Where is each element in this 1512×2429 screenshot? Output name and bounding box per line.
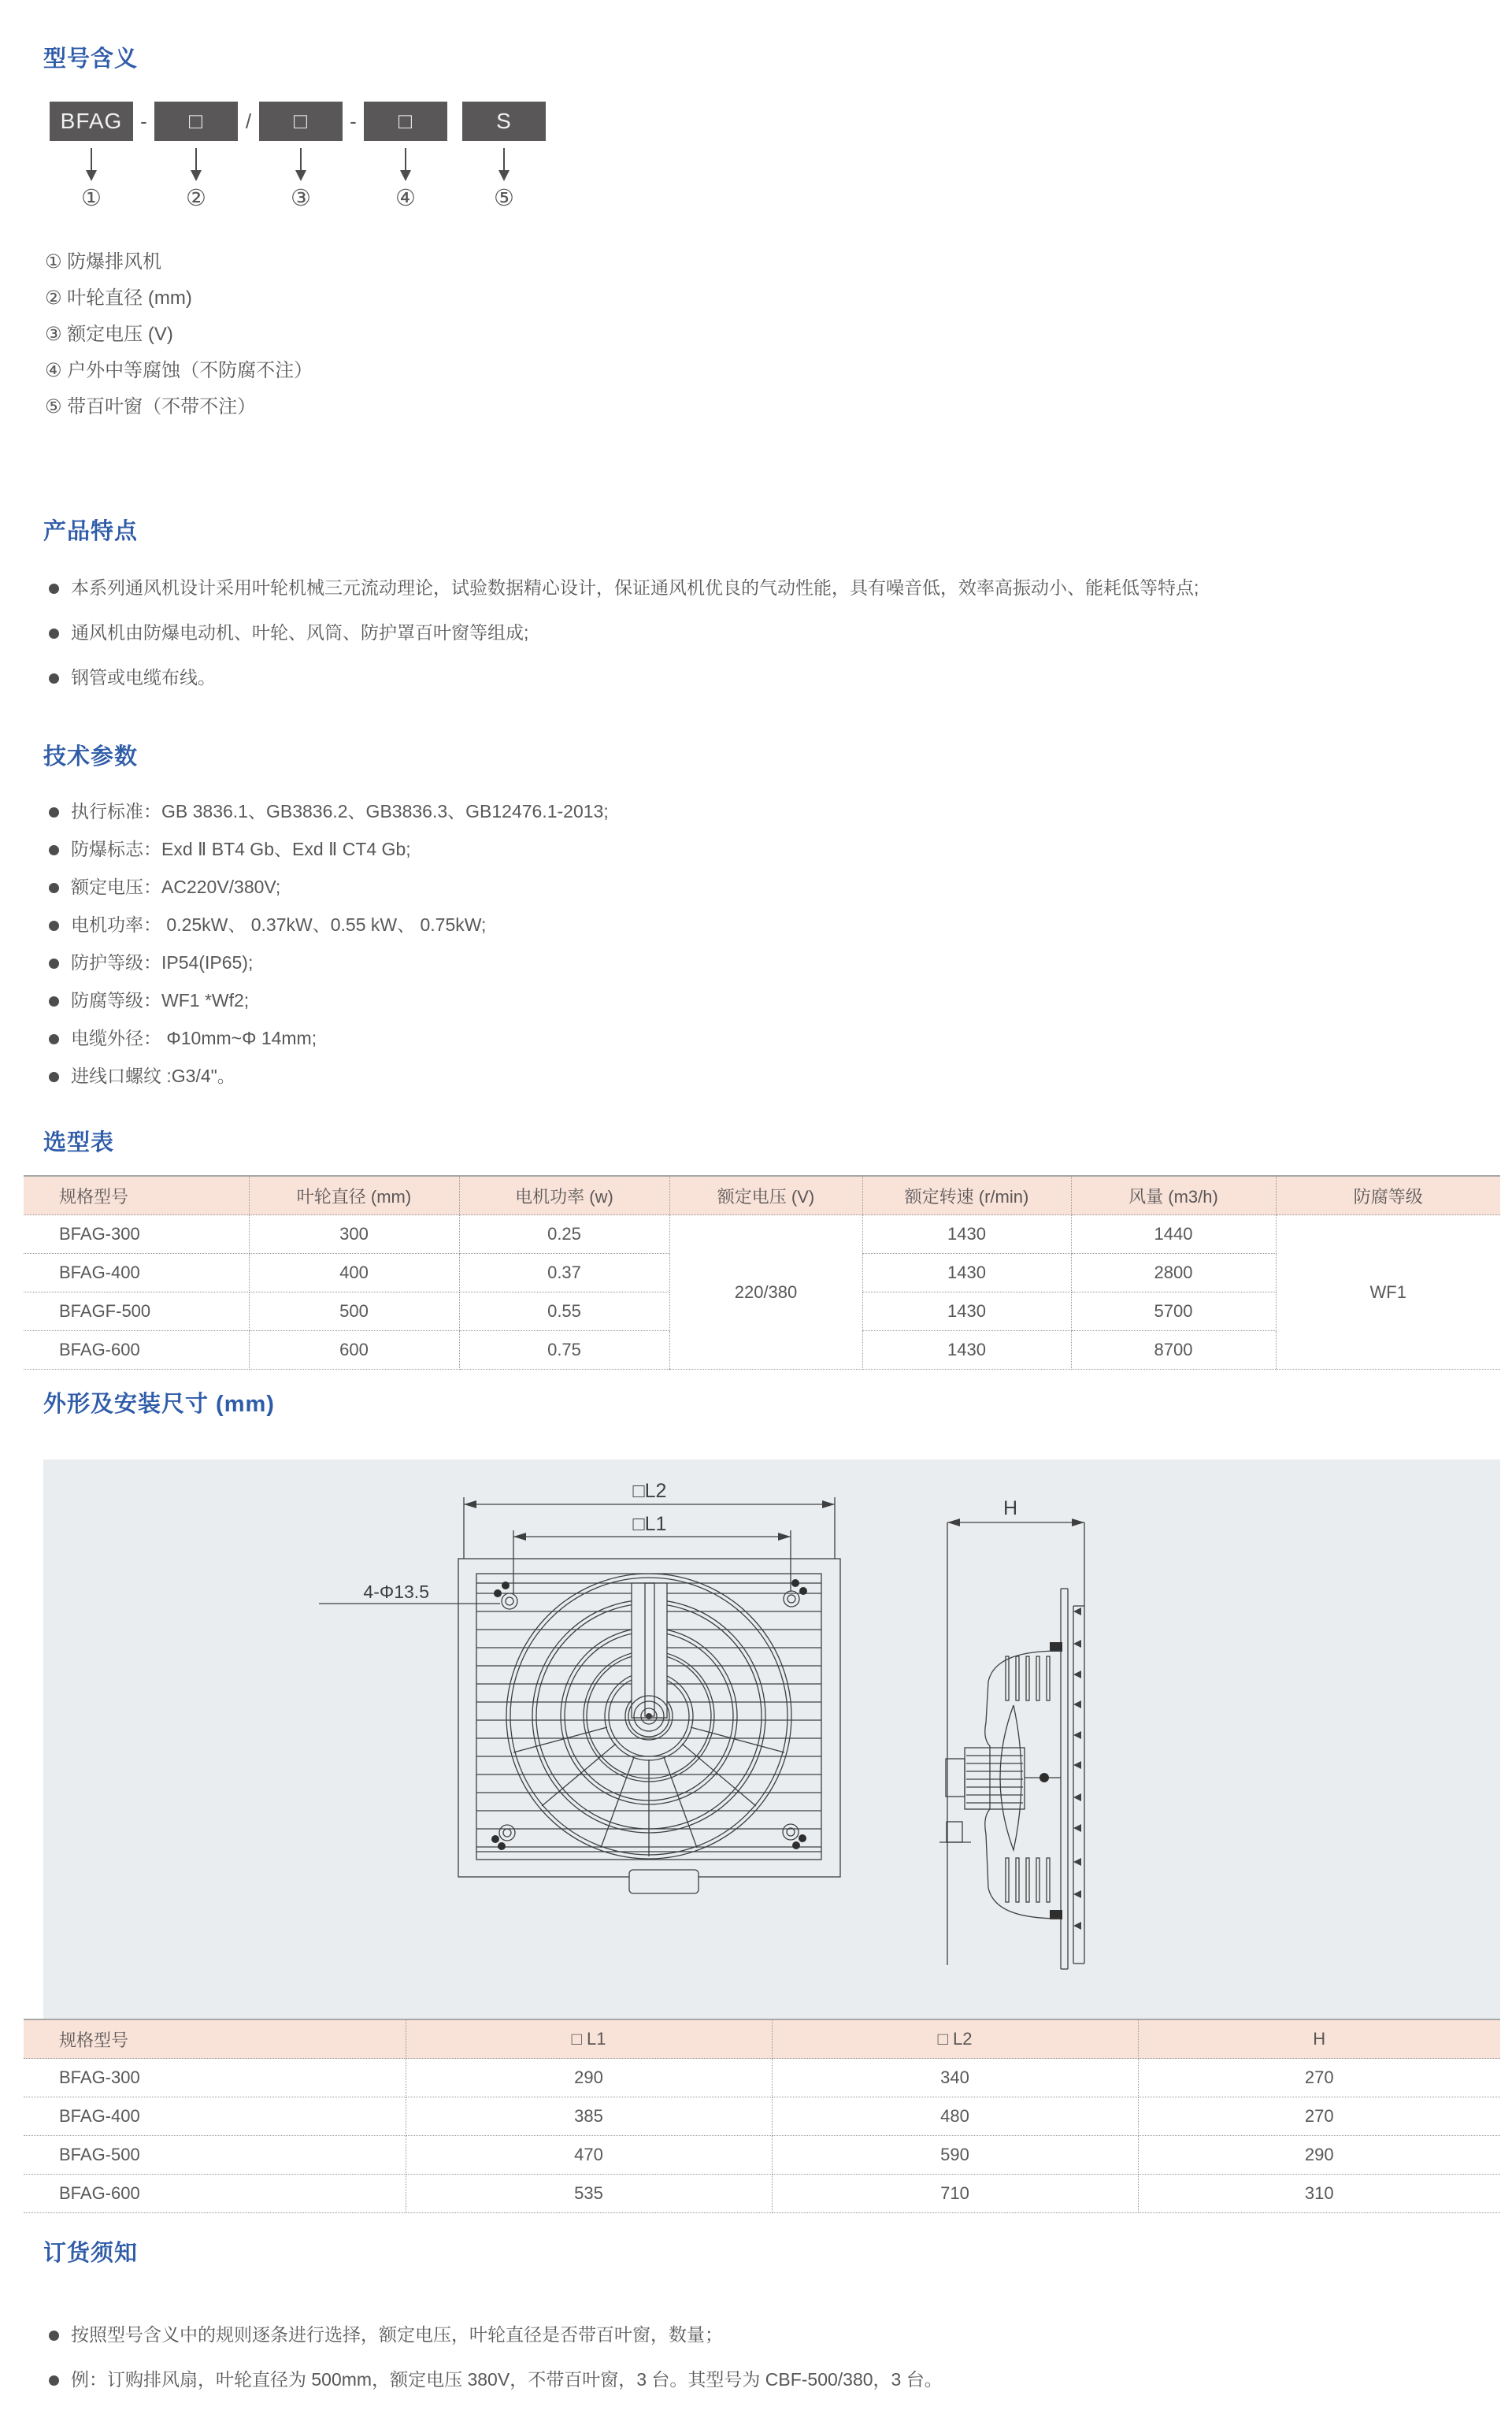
plate-tick-arrows (1073, 1608, 1081, 1930)
bullet-dot-icon (49, 883, 59, 893)
air-volume-cell: 5700 (1071, 1292, 1276, 1331)
selection-table-header-row (24, 1176, 1500, 1215)
model-explanation-line: ① 防爆排风机 (45, 251, 162, 273)
param-item (49, 1024, 317, 1050)
dimension-value-cell: 710 (772, 2175, 1138, 2213)
model-code-cell: BFAG-600 (24, 2175, 406, 2213)
model-number-row (50, 184, 546, 216)
dimension-value-cell: 290 (1138, 2136, 1500, 2175)
model-circled-number: ④ (395, 186, 416, 211)
model-box: □ (259, 102, 343, 141)
bullet-dot-icon (49, 2375, 59, 2386)
ordering-note-text: 例：订购排风扇，叶轮直径为 500mm，额定电压 380V，不带百叶窗，3 台。其型号为 CBF-500/380，3 台。 (71, 2369, 943, 2390)
label-l1: □L1 (632, 1513, 667, 1535)
param-text: 执行标准：GB 3836.1、GB3836.2、GB3836.3、GB12476.1-2013; (71, 801, 609, 821)
model-code-cell: BFAG-600 (24, 1331, 249, 1370)
motor-power-cell: 0.37 (459, 1254, 669, 1292)
param-text: 防腐等级：WF1 *Wf2; (71, 990, 250, 1011)
rated-speed-cell: 1430 (862, 1292, 1071, 1331)
bullet-dot-icon (49, 629, 59, 639)
model-separator: - (350, 109, 357, 133)
model-separator: - (140, 109, 147, 133)
rated-speed-cell: 1430 (862, 1254, 1071, 1292)
ordering-title: 订货须知 (43, 2241, 139, 2266)
model-box: S (462, 102, 546, 141)
bullet-dot-icon (49, 1034, 59, 1044)
dimension-col-header: □ L1 (406, 2019, 772, 2059)
selection-col-header: 电机功率 (w) (459, 1176, 669, 1215)
ordering-note-item (49, 2320, 723, 2346)
model-code-cell: BFAGF-500 (24, 1292, 249, 1331)
dimension-value-cell: 290 (406, 2059, 772, 2097)
dimension-value-cell: 470 (406, 2136, 772, 2175)
bullet-dot-icon (49, 807, 59, 818)
bullet-dot-icon (49, 921, 59, 931)
model-code-cell: BFAG-300 (24, 2059, 406, 2097)
dimension-table-row (24, 2097, 1500, 2136)
dimension-table (24, 2019, 1500, 2213)
param-text: 防爆标志：Exd Ⅱ BT4 Gb、Exd Ⅱ CT4 Gb; (71, 839, 411, 859)
ordering-note-item (49, 2365, 943, 2391)
rated-speed-cell: 1430 (862, 1331, 1071, 1370)
dimension-value-cell: 480 (772, 2097, 1138, 2136)
param-item (49, 986, 249, 1012)
corrosion-grade-cell: WF1 (1276, 1215, 1500, 1370)
selection-col-header: 风量 (m3/h) (1071, 1176, 1276, 1215)
impeller-diameter-cell: 400 (249, 1254, 459, 1292)
feature-text: 本系列通风机设计采用叶轮机械三元流动理论，试验数据精心设计，保证通风机优良的气动性能，具有噪音低，效率高振动小、能耗低等特点; (71, 577, 1199, 598)
selection-col-header: 叶轮直径 (mm) (249, 1176, 459, 1215)
param-item (49, 1062, 235, 1088)
feature-item (49, 663, 216, 689)
model-box: □ (364, 102, 447, 141)
model-code-cell: BFAG-300 (24, 1215, 249, 1254)
model-circled-number: ① (81, 186, 102, 211)
dimension-col-header: H (1138, 2019, 1500, 2059)
param-item (49, 873, 280, 899)
dimension-value-cell: 340 (772, 2059, 1138, 2097)
param-text: 电缆外径： Φ10mm~Φ 14mm; (71, 1028, 317, 1048)
param-text: 额定电压：AC220V/380V; (71, 877, 281, 897)
dimension-table-row (24, 2059, 1500, 2097)
dimensions-title: 外形及安装尺寸 (mm) (43, 1392, 275, 1417)
model-code-diagram (50, 101, 546, 142)
air-volume-cell: 1440 (1071, 1215, 1276, 1254)
bullet-dot-icon (49, 673, 59, 684)
model-arrows (50, 148, 546, 183)
bullet-dot-icon (49, 1072, 59, 1082)
dimension-value-cell: 590 (772, 2136, 1138, 2175)
motor-power-cell: 0.25 (459, 1215, 669, 1254)
dimension-value-cell: 385 (406, 2097, 772, 2136)
selection-col-header: 规格型号 (24, 1176, 249, 1215)
param-text: 电机功率： 0.25kW、 0.37kW、0.55 kW、 0.75kW; (71, 914, 487, 935)
rated-speed-cell: 1430 (862, 1215, 1071, 1254)
impeller-diameter-cell: 500 (249, 1292, 459, 1331)
param-text: 进线口螺纹 :G3/4"。 (71, 1066, 235, 1086)
rated-voltage-cell: 220/380 (669, 1215, 862, 1370)
model-code-cell: BFAG-400 (24, 2097, 406, 2136)
model-explanation-line: ④ 户外中等腐蚀（不防腐不注） (45, 360, 313, 381)
label-holes: 4-Φ13.5 (363, 1582, 429, 1602)
selection-table-title: 选型表 (43, 1130, 115, 1155)
selection-col-header: 额定转速 (r/min) (862, 1176, 1071, 1215)
bullet-dot-icon (49, 959, 59, 969)
param-text: 防护等级：IP54(IP65); (71, 952, 254, 973)
model-code-cell: BFAG-400 (24, 1254, 249, 1292)
model-box: BFAG (50, 102, 133, 141)
model-separator: / (245, 109, 252, 133)
dimension-value-cell: 270 (1138, 2097, 1500, 2136)
motor-power-cell: 0.75 (459, 1331, 669, 1370)
model-meaning-title: 型号含义 (43, 46, 139, 72)
dimension-table-row (24, 2175, 1500, 2213)
param-item (49, 948, 253, 974)
selection-table (24, 1175, 1500, 1370)
features-title: 产品特点 (43, 519, 139, 544)
dimension-value-cell: 270 (1138, 2059, 1500, 2097)
label-l2: □L2 (632, 1480, 667, 1502)
model-code-cell: BFAG-500 (24, 2136, 406, 2175)
feature-item (49, 618, 528, 644)
model-circled-number: ⑤ (494, 186, 514, 211)
dimension-value-cell: 535 (406, 2175, 772, 2213)
feature-item (49, 573, 1199, 599)
air-volume-cell: 8700 (1071, 1331, 1276, 1370)
fan-side-view (939, 1519, 1084, 1969)
label-h: H (1002, 1497, 1018, 1519)
motor-power-cell: 0.55 (459, 1292, 669, 1331)
dimension-drawing (43, 1459, 1500, 2019)
ordering-note-text: 按照型号含义中的规则逐条进行选择，额定电压，叶轮直径是否带百叶窗，数量； (71, 2324, 723, 2345)
bullet-dot-icon (49, 845, 59, 855)
dimension-col-header: 规格型号 (24, 2019, 406, 2059)
dimension-table-row (24, 2136, 1500, 2175)
bullet-dot-icon (49, 2331, 59, 2341)
selection-col-header: 防腐等级 (1276, 1176, 1500, 1215)
model-explanation-line: ③ 额定电压 (V) (45, 324, 173, 345)
selection-table-row (24, 1215, 1500, 1254)
model-explanation-line: ⑤ 带百叶窗（不带不注） (45, 396, 257, 417)
model-explanation-line: ② 叶轮直径 (mm) (45, 287, 192, 309)
dimension-col-header: □ L2 (772, 2019, 1138, 2059)
impeller-diameter-cell: 600 (249, 1331, 459, 1370)
param-item (49, 797, 609, 823)
selection-col-header: 额定电压 (V) (669, 1176, 862, 1215)
model-circled-number: ③ (291, 186, 311, 211)
model-box: □ (154, 102, 238, 141)
model-circled-number: ② (186, 186, 206, 211)
impeller-diameter-cell: 300 (249, 1215, 459, 1254)
params-title: 技术参数 (43, 744, 139, 769)
feature-text: 通风机由防爆电动机、叶轮、风筒、防护罩百叶窗等组成; (71, 622, 529, 643)
dimension-drawing-svg (43, 1459, 1500, 2019)
feature-text: 钢管或电缆布线。 (71, 667, 216, 688)
dimension-table-header-row (24, 2019, 1500, 2059)
model-explanations (45, 246, 313, 427)
param-item (49, 835, 411, 861)
bullet-dot-icon (49, 584, 59, 594)
dimension-value-cell: 310 (1138, 2175, 1500, 2213)
param-item (49, 910, 486, 936)
air-volume-cell: 2800 (1071, 1254, 1276, 1292)
bullet-dot-icon (49, 996, 59, 1007)
fan-front-view (319, 1497, 840, 1893)
